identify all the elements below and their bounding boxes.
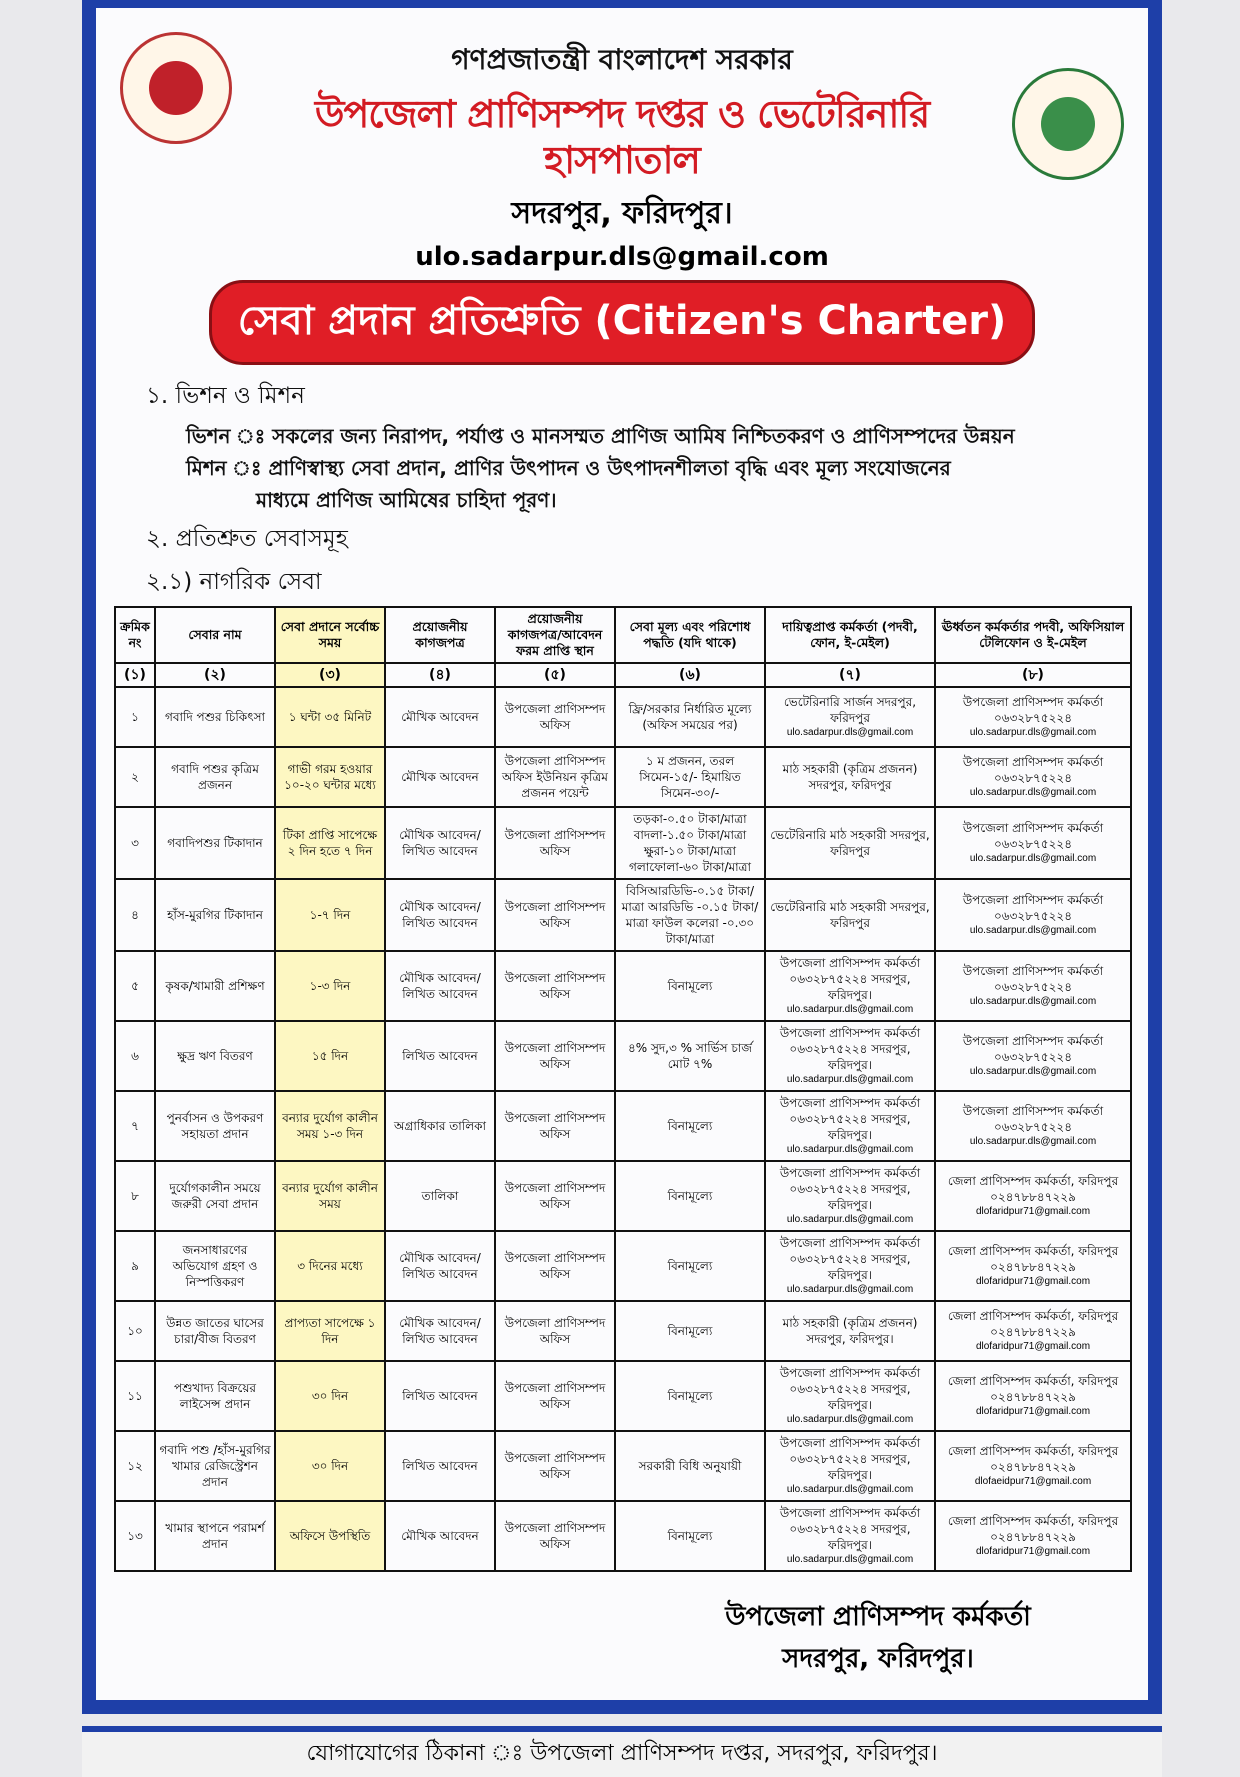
- table-cell: ১-৩ দিন: [275, 951, 385, 1021]
- table-cell: বিনামূল্যে: [615, 1091, 765, 1161]
- column-number: (৫): [495, 663, 615, 687]
- table-cell: [765, 807, 935, 879]
- column-number: (৭): [765, 663, 935, 687]
- officer-info: জেলা প্রাণিসম্পদ কর্মকর্তা, ফরিদপুর ০২৪৭৮৮৪৭২২৯: [947, 1174, 1119, 1204]
- table-cell: হাঁস-মুরগির টিকাদান: [155, 879, 275, 951]
- officer-info: জেলা প্রাণিসম্পদ কর্মকর্তা, ফরিদপুর ০২৪৭৮৮৪৭২২৯: [947, 1309, 1119, 1339]
- officer-info: জেলা প্রাণিসম্পদ কর্মকর্তা, ফরিদপুর ০২৪৭৮৮৪৭২২৯: [947, 1244, 1119, 1274]
- table-cell: ৩০ দিন: [275, 1361, 385, 1431]
- table-row: [115, 807, 1131, 879]
- table-cell: মৌখিক আবেদন/ লিখিত আবেদন: [385, 1301, 495, 1361]
- column-header: সেবার নাম: [155, 607, 275, 663]
- officer-info: উপজেলা প্রাণিসম্পদ কর্মকর্তা ০৬৩২৮৭৫২২৪ সদরপুর, ফরিদপুর।: [779, 1366, 921, 1412]
- column-number: (৬): [615, 663, 765, 687]
- officer-info: উপজেলা প্রাণিসম্পদ কর্মকর্তা ০৬৩২৮৭৫২২৪ সদরপুর, ফরিদপুর।: [779, 1026, 921, 1072]
- officer-info: উপজেলা প্রাণিসম্পদ কর্মকর্তা ০৬৩২৮৭৫২২৪: [962, 821, 1104, 851]
- table-cell: [935, 1231, 1131, 1301]
- officer-email: ulo.sadarpur.dls@gmail.com: [969, 925, 1097, 936]
- table-row: [115, 1501, 1131, 1571]
- vision-text: ভিশন ঃ সকলের জন্য নিরাপদ, পর্যাপ্ত ও মানসম্মত প্রাণিজ আমিষ নিশ্চিতকরণ ও প্রাণিসম্পদের উন্নয়ন: [186, 424, 1015, 448]
- officer-email: ulo.sadarpur.dls@gmail.com: [969, 787, 1097, 798]
- table-cell: [765, 747, 935, 807]
- column-number-row: [115, 663, 1131, 687]
- table-cell: উপজেলা প্রাণিসম্পদ অফিস ইউনিয়ন কৃত্রিম প্রজনন পয়েন্ট: [495, 747, 615, 807]
- column-header: প্রয়োজনীয় কাগজপত্র/আবেদন ফরম প্রাপ্তি স্থান: [495, 607, 615, 663]
- table-cell: দুর্যোগকালীন সময়ে জরুরী সেবা প্রদান: [155, 1161, 275, 1231]
- charter-title: সেবা প্রদান প্রতিশ্রুতি (Citizen's Charter): [209, 280, 1036, 365]
- officer-info: উপজেলা প্রাণিসম্পদ কর্মকর্তা ০৬৩২৮৭৫২২৪ সদরপুর, ফরিদপুর।: [779, 1236, 921, 1282]
- table-cell: [765, 1501, 935, 1571]
- signatory-title: উপজেলা প্রাণিসম্পদ কর্মকর্তা: [725, 1602, 1031, 1632]
- officer-info: জেলা প্রাণিসম্পদ কর্মকর্তা, ফরিদপুর ০২৪৭৮৮৪৭২২৯: [947, 1374, 1119, 1404]
- column-number: (৪): [385, 663, 495, 687]
- table-cell: খামার স্থাপনে পরামর্শ প্রদান: [155, 1501, 275, 1571]
- government-seal-icon: [120, 32, 232, 144]
- table-cell: [765, 951, 935, 1021]
- officer-info: উপজেলা প্রাণিসম্পদ কর্মকর্তা ০৬৩২৮৭৫২২৪: [962, 695, 1104, 725]
- officer-email: ulo.sadarpur.dls@gmail.com: [786, 1074, 914, 1085]
- officer-info: উপজেলা প্রাণিসম্পদ কর্মকর্তা ০৬৩২৮৭৫২২৪ সদরপুর, ফরিদপুর।: [779, 1506, 921, 1552]
- officer-email: dlofaridpur71@gmail.com: [975, 1276, 1091, 1287]
- dls-logo-icon: [1012, 68, 1124, 180]
- column-header: প্রয়োজনীয় কাগজপত্র: [385, 607, 495, 663]
- table-cell: [765, 1161, 935, 1231]
- office-title: উপজেলা প্রাণিসম্পদ দপ্তর ও ভেটেরিনারি হাসপাতাল: [314, 92, 930, 182]
- table-cell: ক্ষুদ্র ঋণ বিতরণ: [155, 1021, 275, 1091]
- table-cell: অগ্রাধিকার তালিকা: [385, 1091, 495, 1161]
- column-header: ক্রমিক নং: [115, 607, 155, 663]
- table-cell: বিনামূল্যে: [615, 951, 765, 1021]
- table-cell: [935, 1301, 1131, 1361]
- officer-info: উপজেলা প্রাণিসম্পদ কর্মকর্তা ০৬৩২৮৭৫২২৪: [962, 964, 1104, 994]
- table-cell: [935, 1091, 1131, 1161]
- officer-email: dlofaeidpur71@gmail.com: [974, 1476, 1092, 1487]
- table-cell: ১ ম প্রজনন, তরল সিমেন-১৫/- হিমায়িত সিমেন-৩০/-: [615, 747, 765, 807]
- table-cell: মৌখিক আবেদন/ লিখিত আবেদন: [385, 1231, 495, 1301]
- table-cell: উপজেলা প্রাণিসম্পদ অফিস: [495, 687, 615, 747]
- table-cell: [935, 747, 1131, 807]
- table-cell: তড়কা-০.৫০ টাকা/মাত্রা বাদলা-১.৫০ টাকা/মাত্রা ক্ষুরা-১০ টাকা/মাত্রা গলাফোলা-৬০ টাকা/মাত্রা: [615, 807, 765, 879]
- table-cell: উপজেলা প্রাণিসম্পদ অফিস: [495, 1361, 615, 1431]
- officer-email: ulo.sadarpur.dls@gmail.com: [786, 1144, 914, 1155]
- table-cell: উপজেলা প্রাণিসম্পদ অফিস: [495, 1431, 615, 1501]
- table-cell: কৃষক/খামারী প্রশিক্ষণ: [155, 951, 275, 1021]
- table-cell: উপজেলা প্রাণিসম্পদ অফিস: [495, 807, 615, 879]
- column-number: (৩): [275, 663, 385, 687]
- officer-email: ulo.sadarpur.dls@gmail.com: [969, 996, 1097, 1007]
- column-number: (২): [155, 663, 275, 687]
- table-cell: অফিসে উপস্থিতি: [275, 1501, 385, 1571]
- table-cell: ১০: [115, 1301, 155, 1361]
- officer-email: dlofaridpur71@gmail.com: [975, 1406, 1091, 1417]
- table-cell: বিনামূল্যে: [615, 1301, 765, 1361]
- subsection-title: ২.১) নাগরিক সেবা: [146, 569, 322, 595]
- table-row: [115, 1361, 1131, 1431]
- section-title: ২. প্রতিশ্রুত সেবাসমূহ: [146, 526, 348, 552]
- table-cell: মৌখিক আবেদন: [385, 687, 495, 747]
- table-cell: [765, 879, 935, 951]
- table-cell: গবাদি পশুর চিকিৎসা: [155, 687, 275, 747]
- table-row: [115, 1021, 1131, 1091]
- table-cell: [935, 951, 1131, 1021]
- table-cell: উপজেলা প্রাণিসম্পদ অফিস: [495, 951, 615, 1021]
- government-title: গণপ্রজাতন্ত্রী বাংলাদেশ সরকার: [451, 43, 793, 76]
- table-cell: সরকারী বিধি অনুযায়ী: [615, 1431, 765, 1501]
- table-row: [115, 1231, 1131, 1301]
- table-cell: [935, 1021, 1131, 1091]
- table-cell: পশুখাদ্য বিক্রয়ের লাইসেন্স প্রদান: [155, 1361, 275, 1431]
- table-cell: বিনামূল্যে: [615, 1501, 765, 1571]
- table-cell: ১১: [115, 1361, 155, 1431]
- officer-email: ulo.sadarpur.dls@gmail.com: [786, 1554, 914, 1565]
- table-cell: বিনামূল্যে: [615, 1231, 765, 1301]
- table-row: [115, 879, 1131, 951]
- officer-email: ulo.sadarpur.dls@gmail.com: [786, 1214, 914, 1225]
- table-cell: [765, 1431, 935, 1501]
- table-cell: ৩০ দিন: [275, 1431, 385, 1501]
- table-cell: ৩: [115, 807, 155, 879]
- table-cell: [765, 1231, 935, 1301]
- table-cell: ১৩: [115, 1501, 155, 1571]
- officer-info: জেলা প্রাণিসম্পদ কর্মকর্তা, ফরিদপুর ০২৪৭৮৮৪৭২২৯: [947, 1444, 1119, 1474]
- officer-email: dlofaridpur71@gmail.com: [975, 1546, 1091, 1557]
- table-cell: উপজেলা প্রাণিসম্পদ অফিস: [495, 1161, 615, 1231]
- officer-info: উপজেলা প্রাণিসম্পদ কর্মকর্তা ০৬৩২৮৭৫২২৪: [962, 755, 1104, 785]
- officer-email: ulo.sadarpur.dls@gmail.com: [786, 1004, 914, 1015]
- table-cell: গবাদি পশু /হাঁস-মুরগির খামার রেজিস্ট্রেশন প্রদান: [155, 1431, 275, 1501]
- table-cell: [765, 687, 935, 747]
- table-cell: লিখিত আবেদন: [385, 1021, 495, 1091]
- table-cell: [765, 1301, 935, 1361]
- table-row: [115, 687, 1131, 747]
- officer-info: উপজেলা প্রাণিসম্পদ কর্মকর্তা ০৬৩২৮৭৫২২৪: [962, 1034, 1104, 1064]
- table-header-row: [115, 607, 1131, 663]
- officer-email: ulo.sadarpur.dls@gmail.com: [786, 1484, 914, 1495]
- table-cell: [935, 1361, 1131, 1431]
- officer-email: dlofaridpur71@gmail.com: [975, 1341, 1091, 1352]
- officer-info: উপজেলা প্রাণিসম্পদ কর্মকর্তা ০৬৩২৮৭৫২২৪ সদরপুর, ফরিদপুর।: [779, 1436, 921, 1482]
- column-header: ঊর্ধ্বতন কর্মকর্তার পদবী, অফিসিয়াল টেলিফোন ও ই-মেইল: [935, 607, 1131, 663]
- section-title: ১. ভিশন ও মিশন: [146, 383, 305, 409]
- officer-info: উপজেলা প্রাণিসম্পদ কর্মকর্তা ০৬৩২৮৭৫২২৪: [962, 1104, 1104, 1134]
- officer-info: উপজেলা প্রাণিসম্পদ কর্মকর্তা ০৬৩২৮৭৫২২৪ সদরপুর, ফরিদপুর।: [779, 956, 921, 1002]
- officer-info: উপজেলা প্রাণিসম্পদ কর্মকর্তা ০৬৩২৮৭৫২২৪ সদরপুর, ফরিদপুর।: [779, 1166, 921, 1212]
- table-cell: গবাদি পশুর কৃত্রিম প্রজনন: [155, 747, 275, 807]
- table-cell: ১: [115, 687, 155, 747]
- table-cell: উপজেলা প্রাণিসম্পদ অফিস: [495, 1301, 615, 1361]
- vision-mission-section: [96, 365, 1148, 602]
- table-cell: ১-৭ দিন: [275, 879, 385, 951]
- table-cell: প্রাপ্যতা সাপেক্ষে ১ দিন: [275, 1301, 385, 1361]
- officer-info: ভেটেরিনারি মাঠ সহকারী সদরপুর, ফরিদপুর: [770, 900, 930, 930]
- office-place: সদরপুর, ফরিদপুর।: [511, 196, 733, 231]
- table-cell: বিনামূল্যে: [615, 1361, 765, 1431]
- table-cell: মৌখিক আবেদন/ লিখিত আবেদন: [385, 951, 495, 1021]
- table-cell: বিনামূল্যে: [615, 1161, 765, 1231]
- mission-text-cont: মাধ্যমে প্রাণিজ আমিষের চাহিদা পূরণ।: [256, 488, 557, 512]
- table-cell: মৌখিক আবেদন: [385, 747, 495, 807]
- table-cell: ৮: [115, 1161, 155, 1231]
- table-cell: উপজেলা প্রাণিসম্পদ অফিস: [495, 1231, 615, 1301]
- table-cell: [765, 1021, 935, 1091]
- table-cell: গবাদিপশুর টিকাদান: [155, 807, 275, 879]
- officer-email: dlofaridpur71@gmail.com: [975, 1206, 1091, 1217]
- signature-block: [96, 1572, 1148, 1680]
- table-cell: ৩ দিনের মধ্যে: [275, 1231, 385, 1301]
- table-cell: ৬: [115, 1021, 155, 1091]
- office-email: ulo.sadarpur.dls@gmail.com: [415, 242, 829, 272]
- officer-email: ulo.sadarpur.dls@gmail.com: [969, 853, 1097, 864]
- table-row: [115, 1431, 1131, 1501]
- table-cell: ফ্রি/সরকার নির্ধারিত মূল্যে (অফিস সময়ের পর): [615, 687, 765, 747]
- citizen-charter-banner: [82, 0, 1162, 1714]
- table-cell: ৫: [115, 951, 155, 1021]
- header-titles: [232, 28, 1012, 272]
- table-row: [115, 1301, 1131, 1361]
- table-cell: ৪: [115, 879, 155, 951]
- table-cell: ২: [115, 747, 155, 807]
- officer-email: ulo.sadarpur.dls@gmail.com: [969, 1066, 1097, 1077]
- column-header: সেবা মূল্য এবং পরিশোধ পদ্ধতি (যদি থাকে): [615, 607, 765, 663]
- table-cell: লিখিত আবেদন: [385, 1431, 495, 1501]
- officer-email: ulo.sadarpur.dls@gmail.com: [786, 727, 914, 738]
- officer-info: উপজেলা প্রাণিসম্পদ কর্মকর্তা ০৬৩২৮৭৫২২৪ সদরপুর, ফরিদপুর।: [779, 1096, 921, 1142]
- table-cell: তালিকা: [385, 1161, 495, 1231]
- table-cell: বন্যার দুর্যোগ কালীন সময় ১-৩ দিন: [275, 1091, 385, 1161]
- table-cell: [935, 879, 1131, 951]
- table-cell: ১২: [115, 1431, 155, 1501]
- table-cell: বন্যার দুর্যোগ কালীন সময়: [275, 1161, 385, 1231]
- table-cell: ১৫ দিন: [275, 1021, 385, 1091]
- table-row: [115, 1161, 1131, 1231]
- officer-email: ulo.sadarpur.dls@gmail.com: [969, 727, 1097, 738]
- table-cell: [765, 1091, 935, 1161]
- table-cell: গাভী গরম হওয়ার ১০-২০ ঘন্টার মধ্যে: [275, 747, 385, 807]
- table-cell: [935, 1431, 1131, 1501]
- table-cell: বিসিআরডিভি-০.১৫ টাকা/মাত্রা আরডিভি -০.১৫ টাকা/মাত্রা ফাউল কলেরা -০.৩০ টাকা/মাত্রা: [615, 879, 765, 951]
- contact-footer: যোগাযোগের ঠিকানা ঃ উপজেলা প্রাণিসম্পদ দপ্তর, সদরপুর, ফরিদপুর।: [82, 1726, 1162, 1777]
- table-cell: উন্নত জাতের ঘাসের চারা/বীজ বিতরণ: [155, 1301, 275, 1361]
- table-cell: [935, 1501, 1131, 1571]
- table-cell: পুনর্বাসন ও উপকরণ সহায়তা প্রদান: [155, 1091, 275, 1161]
- column-number: (৮): [935, 663, 1131, 687]
- column-header: দায়িত্বপ্রাপ্ত কর্মকর্তা (পদবী, ফোন, ই-মেইল): [765, 607, 935, 663]
- table-cell: ৯: [115, 1231, 155, 1301]
- officer-info: মাঠ সহকারী (কৃত্রিম প্রজনন) সদরপুর, ফরিদপুর: [782, 762, 918, 792]
- table-cell: [935, 807, 1131, 879]
- officer-email: ulo.sadarpur.dls@gmail.com: [786, 1284, 914, 1295]
- table-cell: মৌখিক আবেদন/ লিখিত আবেদন: [385, 807, 495, 879]
- table-cell: [935, 687, 1131, 747]
- table-cell: উপজেলা প্রাণিসম্পদ অফিস: [495, 1501, 615, 1571]
- officer-info: ভেটেরিনারি সার্জন সদরপুর, ফরিদপুর: [783, 695, 917, 725]
- table-row: [115, 951, 1131, 1021]
- officer-info: জেলা প্রাণিসম্পদ কর্মকর্তা, ফরিদপুর ০২৪৭৮৮৪৭২২৯: [947, 1514, 1119, 1544]
- officer-email: ulo.sadarpur.dls@gmail.com: [786, 1414, 914, 1425]
- table-cell: উপজেলা প্রাণিসম্পদ অফিস: [495, 1091, 615, 1161]
- mission-text: মিশন ঃ প্রাণিস্বাস্থ্য সেবা প্রদান, প্রাণির উৎপাদন ও উৎপাদনশীলতা বৃদ্ধি এবং মূল্য সংযোজনের: [186, 456, 951, 480]
- column-header: সেবা প্রদানে সর্বোচ্চ সময়: [275, 607, 385, 663]
- header: [96, 8, 1148, 272]
- table-cell: ৭: [115, 1091, 155, 1161]
- signatory-place: সদরপুর, ফরিদপুর।: [782, 1644, 974, 1674]
- officer-email: ulo.sadarpur.dls@gmail.com: [969, 1136, 1097, 1147]
- table-cell: মৌখিক আবেদন/ লিখিত আবেদন: [385, 879, 495, 951]
- table-cell: জনসাধারণের অভিযোগ গ্রহণ ও নিস্পত্তিকরণ: [155, 1231, 275, 1301]
- table-row: [115, 1091, 1131, 1161]
- column-number: (১): [115, 663, 155, 687]
- officer-info: উপজেলা প্রাণিসম্পদ কর্মকর্তা ০৬৩২৮৭৫২২৪: [962, 893, 1104, 923]
- table-cell: ৪% সুদ,৩ % সার্ভিস চার্জ মোট ৭%: [615, 1021, 765, 1091]
- officer-info: ভেটেরিনারি মাঠ সহকারী সদরপুর, ফরিদপুর: [770, 828, 930, 858]
- table-cell: টিকা প্রাপ্তি সাপেক্ষে ২ দিন হতে ৭ দিন: [275, 807, 385, 879]
- officer-info: মাঠ সহকারী (কৃত্রিম প্রজনন) সদরপুর, ফরিদপুর।: [782, 1316, 918, 1346]
- table-cell: [935, 1161, 1131, 1231]
- services-table: [114, 606, 1132, 1572]
- table-cell: উপজেলা প্রাণিসম্পদ অফিস: [495, 879, 615, 951]
- table-cell: উপজেলা প্রাণিসম্পদ অফিস: [495, 1021, 615, 1091]
- table-cell: [765, 1361, 935, 1431]
- table-row: [115, 747, 1131, 807]
- table-cell: লিখিত আবেদন: [385, 1361, 495, 1431]
- table-cell: মৌখিক আবেদন: [385, 1501, 495, 1571]
- table-cell: ১ ঘন্টা ৩৫ মিনিট: [275, 687, 385, 747]
